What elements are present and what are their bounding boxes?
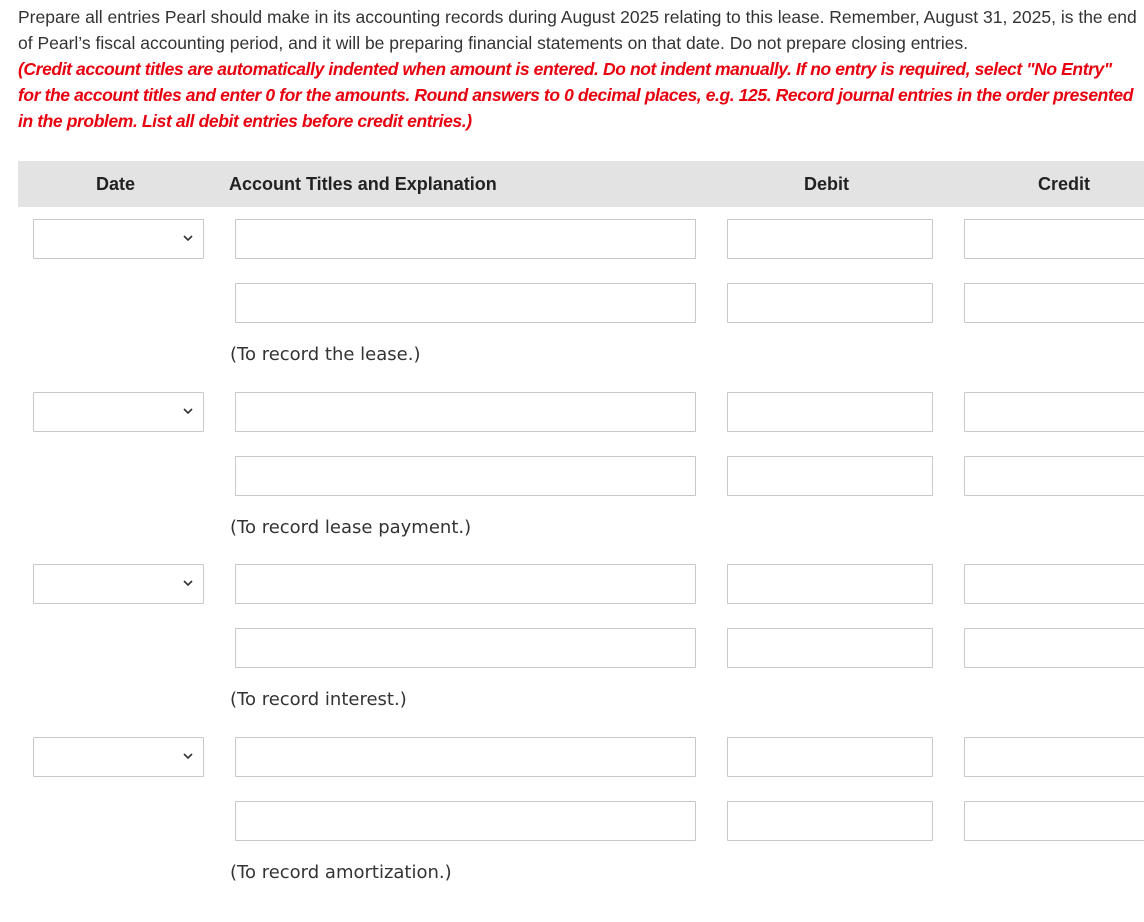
header-credit: Credit bbox=[1038, 174, 1091, 194]
credit-input[interactable] bbox=[964, 737, 1144, 777]
chevron-down-icon bbox=[181, 749, 195, 763]
account-title-input[interactable] bbox=[235, 283, 696, 323]
account-title-input[interactable] bbox=[235, 219, 696, 259]
entry-explanation: (To record lease payment.) bbox=[230, 517, 472, 538]
account-title-input[interactable] bbox=[235, 392, 696, 432]
entry-explanation: (To record amortization.) bbox=[230, 862, 452, 883]
journal-table-header bbox=[18, 161, 1144, 207]
instructions-note: (Credit account titles are automatically indented when amount is entered. Do not indent manually. If no entry is required, select "No Entry" for the account titles and enter 0 for the amounts. Round answers to 0 decimal places, e.g. 125. Record journal entries in the order presented in the problem. List all debit entries before credit entries.) bbox=[18, 59, 1134, 131]
account-title-input[interactable] bbox=[235, 737, 696, 777]
debit-input[interactable] bbox=[727, 219, 933, 259]
debit-input[interactable] bbox=[727, 801, 933, 841]
credit-input[interactable] bbox=[964, 801, 1144, 841]
header-debit: Debit bbox=[804, 174, 849, 194]
debit-input[interactable] bbox=[727, 456, 933, 496]
account-title-input[interactable] bbox=[235, 801, 696, 841]
journal-entry-lease bbox=[0, 207, 1144, 379]
date-select[interactable] bbox=[33, 392, 204, 432]
credit-input[interactable] bbox=[964, 564, 1144, 604]
instructions-text: Prepare all entries Pearl should make in its accounting records during August 2025 relating to this lease. Remember, August 31, 2025, is the end of Pearl’s fiscal accounting period, and it will be preparing financial statements on that date. Do not prepare closing entries. bbox=[18, 7, 1137, 53]
debit-input[interactable] bbox=[727, 283, 933, 323]
header-date: Date bbox=[96, 174, 136, 194]
account-title-input[interactable] bbox=[235, 564, 696, 604]
credit-input[interactable] bbox=[964, 628, 1144, 668]
entry-explanation: (To record the lease.) bbox=[230, 344, 421, 365]
journal-entry-interest bbox=[0, 552, 1144, 724]
entry-explanation: (To record interest.) bbox=[230, 689, 407, 710]
date-select[interactable] bbox=[33, 564, 204, 604]
chevron-down-icon bbox=[181, 576, 195, 590]
debit-input[interactable] bbox=[727, 564, 933, 604]
credit-input[interactable] bbox=[964, 219, 1144, 259]
credit-input[interactable] bbox=[964, 456, 1144, 496]
credit-input[interactable] bbox=[964, 283, 1144, 323]
account-title-input[interactable] bbox=[235, 456, 696, 496]
date-select[interactable] bbox=[33, 219, 204, 259]
journal-entry-amortization bbox=[0, 725, 1144, 897]
chevron-down-icon bbox=[181, 404, 195, 418]
date-select[interactable] bbox=[33, 737, 204, 777]
credit-input[interactable] bbox=[964, 392, 1144, 432]
debit-input[interactable] bbox=[727, 392, 933, 432]
debit-input[interactable] bbox=[727, 737, 933, 777]
instructions bbox=[18, 4, 1138, 134]
header-account-titles: Account Titles and Explanation bbox=[229, 174, 497, 194]
chevron-down-icon bbox=[181, 231, 195, 245]
journal-entry-lease-payment bbox=[0, 380, 1144, 552]
account-title-input[interactable] bbox=[235, 628, 696, 668]
debit-input[interactable] bbox=[727, 628, 933, 668]
